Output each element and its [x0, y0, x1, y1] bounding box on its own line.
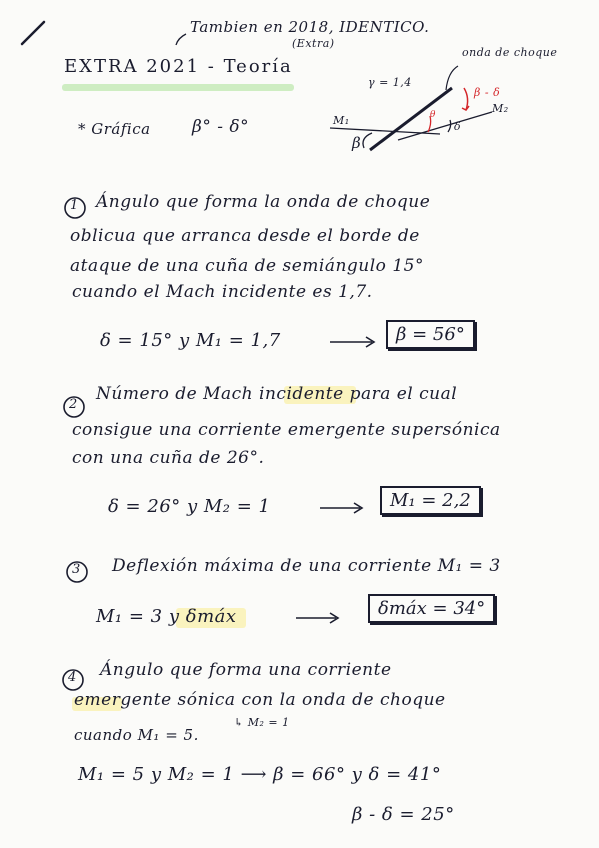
problem-4-sub-note: ↳ M₂ = 1	[234, 716, 290, 729]
problem-1-line-3: ataque de una cuña de semiángulo 15°	[70, 256, 424, 276]
pen-mark	[22, 22, 44, 44]
problem-3-given: M₁ = 3 y δmáx	[96, 606, 237, 627]
problem-1-line-1: Ángulo que forma la onda de choque	[96, 192, 431, 212]
header-note-sub: (Extra)	[292, 37, 335, 50]
problem-2-given: δ = 26° y M₂ = 1	[108, 496, 271, 517]
problem-2-answer: M₁ = 2,2	[380, 486, 481, 515]
beta-delta-arrowhead	[462, 106, 469, 110]
shock-pointer	[446, 66, 458, 90]
graph-axes: β° - δ°	[192, 117, 250, 137]
problem-4-line-2: emergente sónica con la onda de choque	[74, 690, 446, 710]
m2-label: M₂	[492, 102, 509, 115]
beta-minus-delta-label: β - δ	[474, 86, 501, 99]
m2-flow-line	[398, 112, 492, 140]
problem-2-line-1: Número de Mach incidente para el cual	[96, 384, 458, 404]
m1-label: M₁	[333, 114, 350, 127]
problem-2-number: 2	[69, 397, 78, 412]
problem-3-number: 3	[72, 562, 81, 577]
problem-4-result: β - δ = 25°	[352, 804, 455, 825]
problem-2-line-3: con una cuña de 26°.	[72, 448, 265, 468]
graph-label: * Gráfica	[78, 120, 151, 138]
problem-3-answer: δmáx = 34°	[368, 594, 495, 623]
m1-flow-line	[330, 128, 440, 134]
gamma-label: γ = 1,4	[368, 76, 412, 89]
note-arrow	[176, 34, 186, 45]
problem-1-given: δ = 15° y M₁ = 1,7	[100, 330, 281, 351]
beta-delta-arc	[464, 88, 468, 110]
problem-3-line-1: Deflexión máxima de una corriente M₁ = 3	[112, 556, 501, 576]
problem-1-answer: β = 56°	[386, 320, 475, 349]
shock-wave-line	[370, 88, 452, 150]
page-title: EXTRA 2021 - Teoría	[64, 56, 293, 77]
problem-4-line-1: Ángulo que forma una corriente	[100, 660, 392, 680]
shock-wave-label: onda de choque	[462, 46, 558, 59]
problem-1-line-2: oblicua que arranca desde el borde de	[70, 226, 420, 246]
problem-4-line-3: cuando M₁ = 5.	[74, 726, 199, 744]
problem-2-line-2: consigue una corriente emergente supersónica	[72, 420, 501, 440]
title-highlight	[62, 84, 294, 91]
problem-1-number: 1	[70, 198, 79, 213]
header-note: Tambien en 2018, IDENTICO.	[190, 18, 430, 36]
delta-label: δ	[454, 120, 462, 133]
delta-arc	[448, 120, 451, 132]
problem-4-number: 4	[68, 670, 77, 685]
theta-label: θ	[430, 110, 436, 120]
problem-1-line-4: cuando el Mach incidente es 1,7.	[72, 282, 373, 302]
problem-4-given: M₁ = 5 y M₂ = 1 ⟶ β = 66° y δ = 41°	[78, 764, 442, 785]
beta-label: β	[352, 134, 362, 152]
beta-arc	[363, 133, 372, 148]
